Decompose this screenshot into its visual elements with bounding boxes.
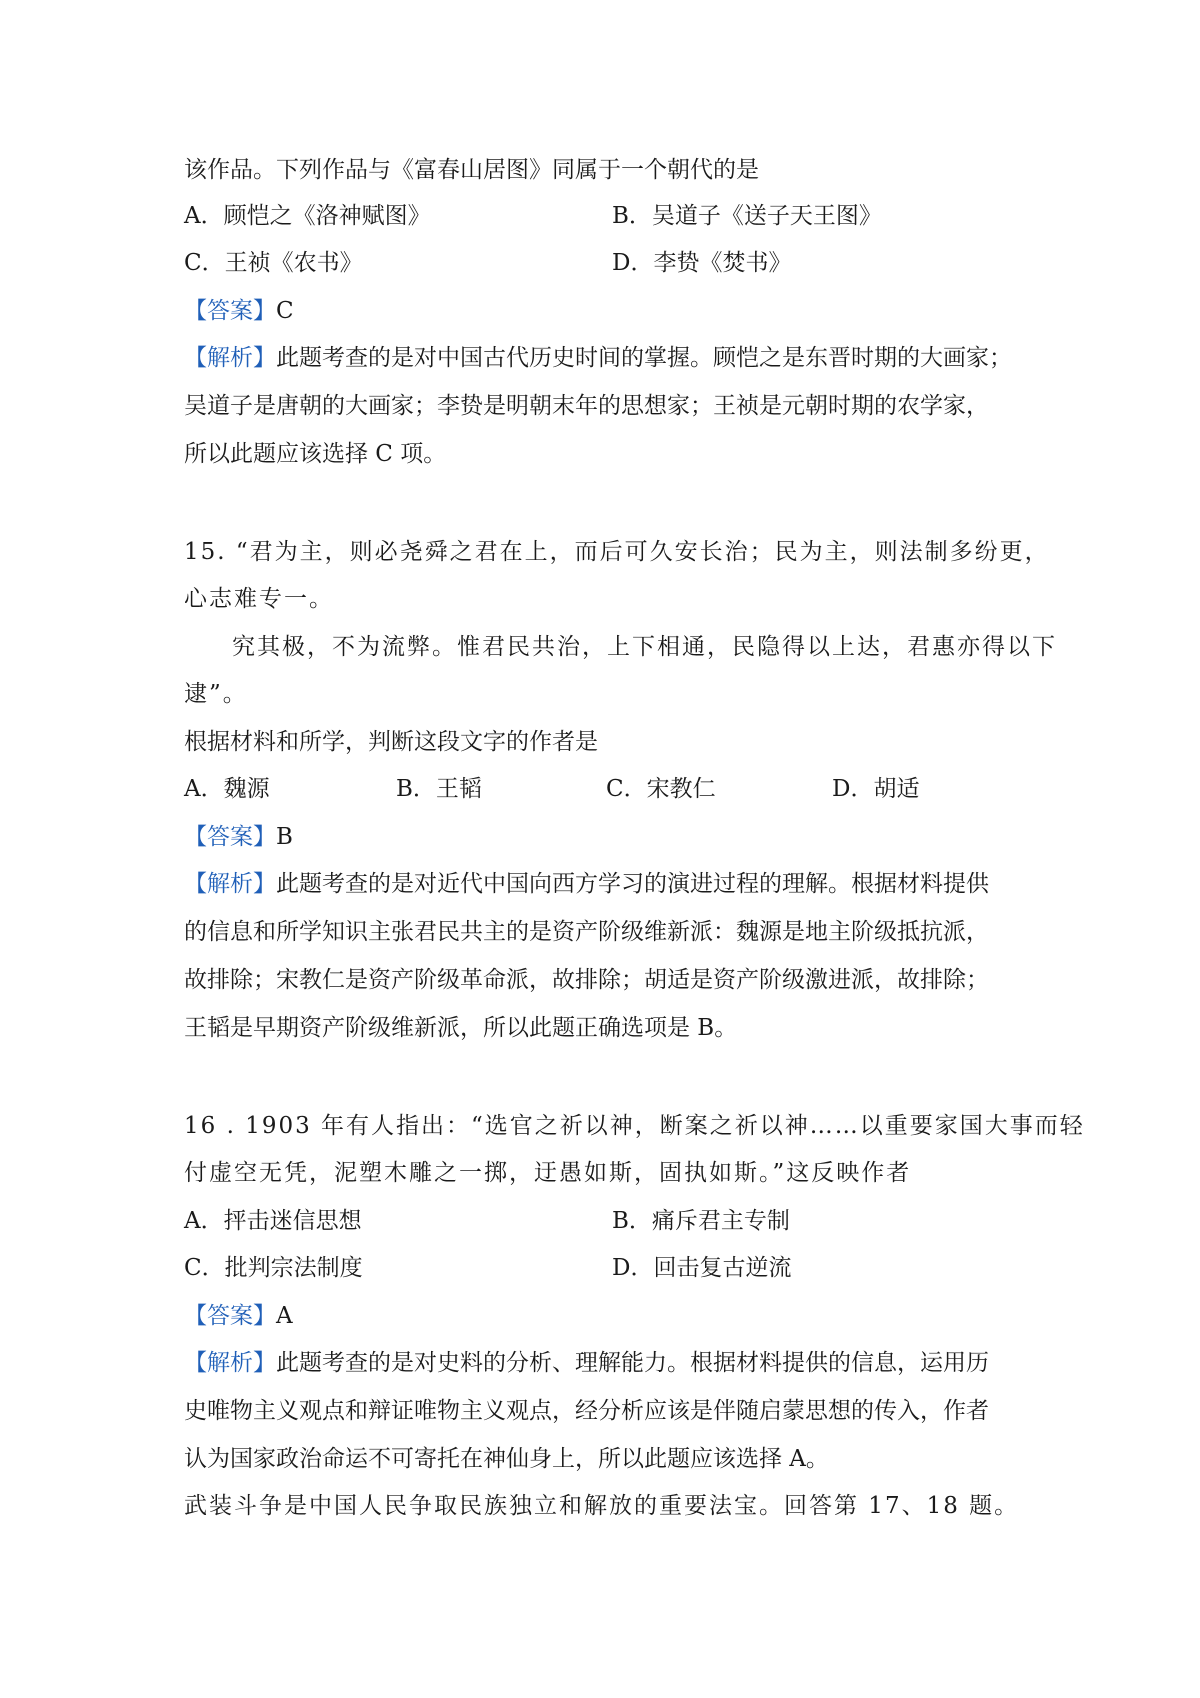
analysis-text: 此题考查的是对中国古代历史时间的掌握。顾恺之是东晋时期的大画家； xyxy=(276,345,1012,371)
q15-answer xyxy=(184,822,293,852)
analysis-text: 此题考查的是对近代中国向西方学习的演进过程的理解。根据材料提供 xyxy=(276,871,989,897)
q14-answer xyxy=(184,296,294,326)
q16-analysis-line-1 xyxy=(184,1348,989,1378)
answer-value: C xyxy=(276,298,294,324)
q15-quote-line-4: 逮”。 xyxy=(184,681,248,707)
q14-analysis-line-1 xyxy=(184,343,1012,373)
q15-analysis-line-4: 王韬是早期资产阶级维新派，所以此题正确选项是 B。 xyxy=(184,1015,738,1041)
q14-option-b: B．吴道子《送子天王图》 xyxy=(612,203,882,229)
q15-option-b: B．王韬 xyxy=(396,776,482,802)
q15-quote-line-2: 心志难专一。 xyxy=(184,586,334,612)
q14-analysis-line-2: 吴道子是唐朝的大画家；李贽是明朝末年的思想家；王祯是元朝时期的农学家， xyxy=(184,393,989,419)
q16-analysis-line-2: 史唯物主义观点和辩证唯物主义观点，经分析应该是伴随启蒙思想的传入，作者 xyxy=(184,1398,989,1424)
q15-option-c: C．宋教仁 xyxy=(606,776,716,802)
answer-value: A xyxy=(276,1303,293,1329)
q15-quote-line-3: 究其极，不为流弊。惟君民共治，上下相通，民隐得以上达，君惠亦得以下 xyxy=(232,634,1057,660)
analysis-label: 【解析】 xyxy=(184,1350,276,1376)
q15-analysis-line-1 xyxy=(184,869,989,899)
q16-stem-line-1: 16 . 1903 年有人指出：“选官之祈以神，断案之祈以神……以重要家国大事而轻 xyxy=(184,1113,1085,1139)
q16-answer xyxy=(184,1301,293,1331)
q15-option-a: A．魏源 xyxy=(184,776,270,802)
q14-stem-tail: 该作品。下列作品与《富春山居图》同属于一个朝代的是 xyxy=(184,157,759,183)
q14-option-d: D．李贽《焚书》 xyxy=(612,250,792,276)
q16-option-c: C．批判宗法制度 xyxy=(184,1255,363,1281)
q14-analysis-line-3: 所以此题应该选择 C 项。 xyxy=(184,441,447,467)
answer-label: 【答案】 xyxy=(184,824,276,850)
q15-analysis-line-2: 的信息和所学知识主张君民共主的是资产阶级维新派：魏源是地主阶级抵抗派， xyxy=(184,919,989,945)
answer-value: B xyxy=(276,824,293,850)
q16-option-a: A．抨击迷信思想 xyxy=(184,1208,362,1234)
q16-option-b: B．痛斥君主专制 xyxy=(612,1208,790,1234)
analysis-text: 此题考查的是对史料的分析、理解能力。根据材料提供的信息，运用历 xyxy=(276,1350,989,1376)
q15-quote-line-1: 15. “君为主，则必尧舜之君在上，而后可久安长治；民为主，则法制多纷更， xyxy=(184,539,1050,565)
q16-stem-line-2: 付虚空无凭，泥塑木雕之一掷，迂愚如斯，固执如斯。”这反映作者 xyxy=(184,1160,912,1186)
q15-question: 根据材料和所学，判断这段文字的作者是 xyxy=(184,729,598,755)
q15-analysis-line-3: 故排除；宋教仁是资产阶级革命派，故排除；胡适是资产阶级激进派，故排除； xyxy=(184,967,989,993)
q16-analysis-line-3: 认为国家政治命运不可寄托在神仙身上，所以此题应该选择 A。 xyxy=(184,1446,829,1472)
analysis-label: 【解析】 xyxy=(184,871,276,897)
q15-option-d: D．胡适 xyxy=(832,776,920,802)
analysis-label: 【解析】 xyxy=(184,345,276,371)
answer-label: 【答案】 xyxy=(184,298,276,324)
q14-option-a: A．顾恺之《洛神赋图》 xyxy=(184,203,431,229)
q14-option-c: C．王祯《农书》 xyxy=(184,250,363,276)
section-intro-17-18: 武装斗争是中国人民争取民族独立和解放的重要法宝。回答第 17、18 题。 xyxy=(184,1493,1020,1519)
q16-option-d: D．回击复古逆流 xyxy=(612,1255,792,1281)
answer-label: 【答案】 xyxy=(184,1303,276,1329)
